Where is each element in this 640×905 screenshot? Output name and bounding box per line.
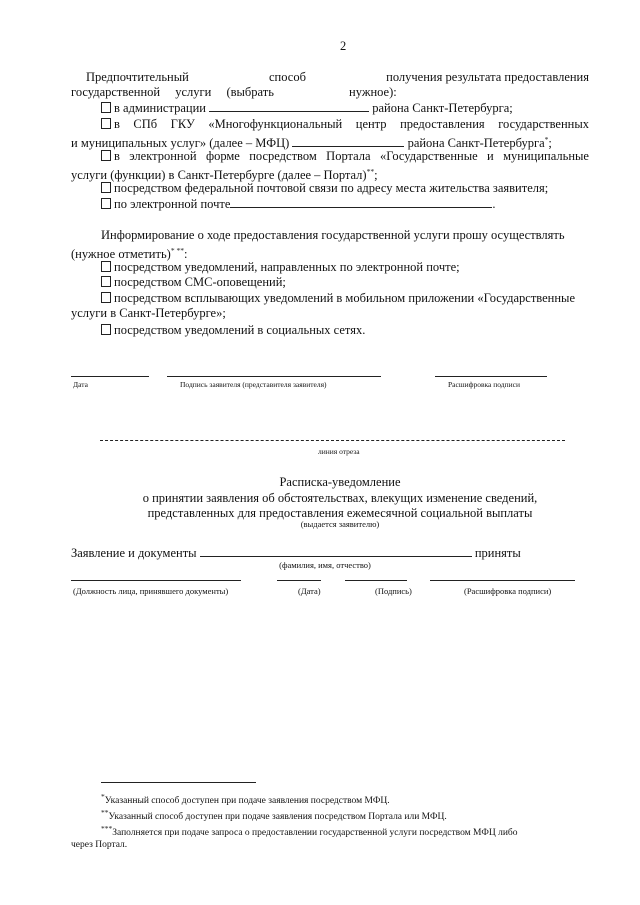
punct: :	[183, 247, 188, 262]
punct: .	[492, 197, 496, 211]
method-word: способ	[268, 70, 306, 84]
position-line[interactable]	[71, 580, 241, 581]
option-label: посредством уведомлений в социальных сетях.	[114, 323, 366, 337]
option-label: в администрации	[114, 101, 206, 115]
footnote-1	[101, 792, 390, 806]
footnote-mark: **	[366, 167, 375, 176]
accepted-label: приняты	[474, 546, 521, 560]
w: государственных	[498, 117, 589, 131]
method-line-2	[71, 84, 591, 100]
inform-option-social[interactable]	[101, 322, 365, 338]
documents-label: Заявление и документы	[71, 546, 197, 560]
footnote-mark: ***	[101, 824, 113, 833]
w: электронной	[129, 149, 197, 163]
method-word: получения результата предоставления	[386, 70, 589, 84]
date-line[interactable]	[71, 376, 149, 377]
inform-option-sms[interactable]	[101, 274, 286, 290]
portal-start	[101, 148, 120, 164]
w: в	[114, 149, 120, 163]
signature-line[interactable]	[167, 376, 381, 377]
footnote-3	[101, 824, 518, 838]
method-option-administration[interactable]	[101, 100, 513, 116]
footnote-text: Заполняется при подаче запроса о предоставлении государственной услуги посредством МФЦ либо	[112, 828, 518, 839]
method-option-portal[interactable]	[101, 148, 589, 164]
method-word: государственной	[71, 85, 161, 99]
method-word: (выбрать	[226, 85, 274, 99]
inform-note: (нужное отметить)	[71, 247, 171, 262]
inform-intro: Информирование о ходе предоставления государственной услуги прошу осуществлять	[101, 228, 565, 242]
punct: ;	[548, 136, 552, 151]
method-line-1	[86, 69, 589, 85]
footnote-2	[101, 808, 447, 822]
receipt-decoding-line[interactable]	[430, 580, 575, 581]
inform-option-email[interactable]	[101, 259, 460, 275]
footnote-mark: *	[544, 135, 549, 144]
footnote-text: Указанный способ доступен при подаче заявления посредством Портала или МФЦ.	[108, 812, 447, 823]
checkbox[interactable]	[101, 182, 111, 193]
w: в	[114, 117, 120, 131]
method-option-email[interactable]	[101, 196, 496, 212]
w: СПб	[133, 117, 158, 131]
district-blank[interactable]	[292, 135, 404, 147]
w: ГКУ	[170, 117, 195, 131]
footnote-separator	[101, 782, 256, 783]
checkbox[interactable]	[101, 292, 111, 303]
decoding-line[interactable]	[435, 376, 547, 377]
option-label: и муниципальных услуг» (далее – МФЦ)	[71, 136, 290, 151]
receipt-date-line[interactable]	[277, 580, 321, 581]
w: Портала	[326, 149, 371, 163]
inform-option-push[interactable]	[101, 290, 575, 306]
w: «Многофункциональный	[208, 117, 343, 131]
punct: ;	[374, 168, 378, 183]
mfc-start	[101, 116, 120, 132]
w: и	[487, 149, 494, 163]
w: «Государственные	[379, 149, 478, 163]
checkbox[interactable]	[101, 198, 111, 209]
checkbox[interactable]	[101, 261, 111, 272]
decoding-caption: Расшифровка подписи	[448, 380, 520, 389]
option-label: посредством всплывающих уведомлений в мобильном приложении «Государственные	[114, 291, 575, 305]
method-option-mfc[interactable]	[101, 116, 589, 132]
signature-caption: Подпись заявителя (представителя заявителя)	[180, 380, 327, 389]
applicant-name-field[interactable]	[200, 545, 472, 557]
method-word: нужное):	[349, 85, 397, 99]
w: форме	[205, 149, 240, 163]
district-blank[interactable]	[209, 100, 369, 112]
receipt-signature-line[interactable]	[345, 580, 407, 581]
option-label: посредством федеральной почтовой связи по адресу места жительства заявителя;	[114, 181, 549, 195]
method-word: услуги	[175, 85, 212, 99]
position-caption: (Должность лица, принявшего документы)	[73, 586, 229, 596]
method-option-post[interactable]	[101, 180, 548, 196]
footnote-3-line-2: через Портал.	[71, 840, 128, 850]
checkbox[interactable]	[101, 102, 111, 113]
receipt-subtitle-2: представленных для предоставления ежемесячной социальной выплаты	[147, 506, 533, 520]
option-label: района Санкт-Петербурга;	[372, 101, 513, 115]
checkbox[interactable]	[101, 324, 111, 335]
option-label: посредством уведомлений, направленных по электронной почте;	[114, 260, 460, 274]
w: посредством	[249, 149, 317, 163]
page-number: 2	[340, 39, 347, 53]
w: центр	[355, 117, 387, 131]
date-caption: Дата	[73, 380, 88, 389]
checkbox[interactable]	[101, 150, 111, 161]
cut-line-label: линия отреза	[318, 447, 360, 456]
method-word: Предпочтительный	[86, 70, 189, 84]
receipt-subtitle-1: о принятии заявления об обстоятельствах, влекущих изменение сведений,	[142, 491, 538, 505]
option-label: посредством СМС-оповещений;	[114, 275, 286, 289]
option-label: по электронной почте	[114, 197, 231, 211]
option-label: района Санкт-Петербурга	[407, 136, 545, 151]
inform-option-push-line-2: услуги в Санкт-Петербурге»;	[71, 306, 226, 320]
receipt-decoding-caption: (Расшифровка подписи)	[464, 586, 552, 596]
footnote-mark: * **	[170, 246, 184, 255]
checkbox[interactable]	[101, 276, 111, 287]
receipt-signature-caption: (Подпись)	[375, 586, 412, 596]
receipt-title: Расписка-уведомление	[279, 475, 401, 489]
footnote-mark: *	[101, 792, 105, 801]
footnote-text: Указанный способ доступен при подаче заявления посредством МФЦ.	[104, 796, 390, 807]
footnote-mark: **	[101, 808, 109, 817]
w: предоставления	[400, 117, 485, 131]
fio-caption: (фамилия, имя, отчество)	[279, 560, 371, 570]
checkbox[interactable]	[101, 118, 111, 129]
w: муниципальные	[503, 149, 589, 163]
receipt-note: (выдается заявителю)	[300, 519, 380, 529]
receipt-date-caption: (Дата)	[298, 586, 321, 596]
email-blank[interactable]	[230, 196, 492, 208]
option-label: услуги (функции) в Санкт-Петербурге (далее – Портал)	[71, 168, 367, 183]
documents-accepted	[71, 545, 521, 561]
cut-line	[100, 440, 565, 441]
